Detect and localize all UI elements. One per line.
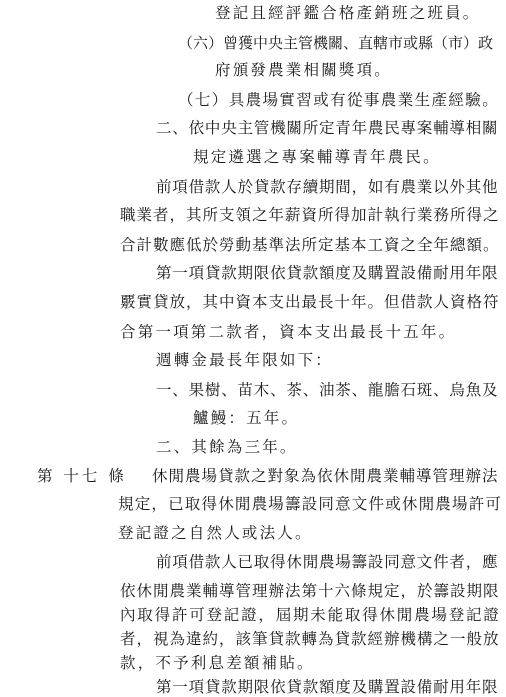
- text-line: 二、依中央主管機關所定青年農民專案輔導相關: [156, 119, 499, 138]
- text-line: （七）具農場實習或有從事農業生產經驗。: [178, 90, 500, 109]
- text-line: 登記且經評鑑合格產銷班之班員。: [215, 4, 481, 22]
- text-line: 規定遴選之專案輔導青年農民。: [193, 148, 441, 166]
- text-line: 依休閒農業輔導管理辦法第十六條規定，於籌設期限: [120, 582, 500, 600]
- text-line: 前項借款人已取得休閒農場籌設同意文件者，應: [156, 553, 499, 572]
- text-line: 者，視為違約，該筆貸款轉為貸款經辦機構之一般放: [120, 630, 500, 648]
- text-line: 登記證之自然人或法人。: [118, 523, 313, 542]
- text-line: 二、其餘為三年。: [156, 437, 298, 456]
- text-line: 前項借款人於貸款存續期間，如有農業以外其他: [156, 177, 499, 196]
- text-line: 合計數應低於勞動基準法所定基本工資之全年總額。: [120, 235, 500, 254]
- text-line: 週轉金最長年限如下：: [156, 351, 334, 370]
- text-line: 第一項貸款期限依貸款額度及購置設備耐用年限: [156, 264, 499, 283]
- text-line: 合第一項第二款者，資本支出最長十五年。: [120, 322, 457, 341]
- text-line: 休閒農場貸款之對象為依休閒農業輔導管理辦法: [152, 466, 499, 485]
- text-line: 內取得許可登記證，屆期未能取得休閒農場登記證: [120, 606, 501, 624]
- text-line: 覈實貸放，其中資本支出最長十年。但借款人資格符: [120, 293, 500, 311]
- text-line: 第一項貸款期限依貸款額度及購置設備耐用年限: [156, 678, 499, 696]
- text-line: 規定，已取得休閒農場籌設同意文件或休閒農場許可: [118, 495, 503, 514]
- article-number: 第 十七 條: [37, 466, 127, 485]
- text-line: 職業者，其所支領之年薪資所得加計執行業務所得之: [120, 206, 500, 225]
- text-line: 款，不予利息差額補貼。: [120, 654, 315, 672]
- text-line: 一、果樹、苗木、茶、油茶、龍膽石斑、烏魚及: [156, 380, 499, 399]
- text-line: 府頒發農業相關獎項。: [215, 61, 393, 80]
- text-line: （六）曾獲中央主管機關、直轄市或縣（市）政: [178, 33, 494, 52]
- text-line: 鱸鰻：五年。: [193, 409, 300, 428]
